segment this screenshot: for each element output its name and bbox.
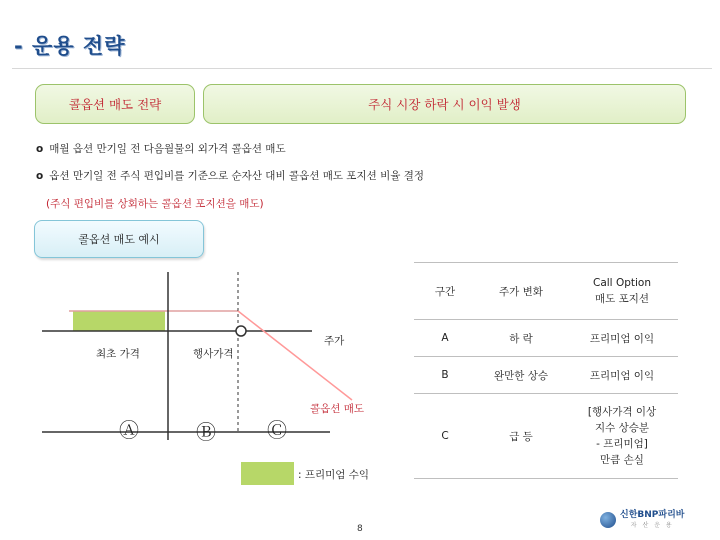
table-cell: C (414, 394, 476, 479)
option-table (414, 262, 678, 479)
logo-icon (600, 512, 616, 528)
strategy-description: 주식 시장 하락 시 이익 발생 (368, 97, 521, 112)
table-cell: 완만한 상승 (476, 357, 566, 394)
premium-area (73, 311, 165, 331)
premium-legend-label: : 프리미엄 수익 (298, 469, 370, 481)
page-number: 8 (357, 524, 363, 534)
company-logo (600, 510, 684, 529)
table-cell: 프리미엄 이익 (566, 357, 678, 394)
strategy-label: 콜옵션 매도 전략 (68, 97, 162, 112)
table-cell: A (414, 320, 476, 357)
region-c-label: Ⓒ (267, 418, 287, 442)
bullet-mark: o (36, 170, 44, 182)
page-title: - 운용 전략 (14, 34, 126, 58)
exercise-point (236, 326, 246, 336)
region-a-label: Ⓐ (119, 418, 139, 442)
logo-subtitle: 자 산 운 용 (630, 522, 674, 529)
bullet-mark: o (36, 143, 44, 155)
exercise-price-label: 행사가격 (193, 348, 234, 360)
bullet-text: 옵션 만기일 전 주식 편입비를 기준으로 순자산 대비 콜옵션 매도 포지션 비율 결정 (49, 170, 424, 182)
example-label: 콜옵션 매도 예시 (78, 233, 160, 246)
table-cell: B (414, 357, 476, 394)
note-text: (주식 편입비를 상회하는 콜옵션 포지션을 매도) (46, 198, 264, 210)
stock-price-label: 주가 (324, 335, 345, 347)
table-cell: [행사가격 이상 지수 상승분 - 프리미엄] 만큼 손실 (566, 394, 678, 479)
table-cell: 하 락 (476, 320, 566, 357)
premium-legend-swatch (241, 462, 294, 485)
region-b-label: Ⓑ (196, 420, 216, 444)
table-header-cell: Call Option 매도 포지션 (566, 263, 678, 320)
table-header-cell: 주가 변화 (476, 263, 566, 320)
payoff-line (238, 311, 352, 400)
table-cell: 급 등 (476, 394, 566, 479)
table-row (414, 357, 678, 394)
table-header-row (414, 263, 678, 320)
call-sell-label: 콜옵션 매도 (310, 403, 365, 415)
logo-name: 신한BNP파리바 (620, 510, 685, 520)
initial-price-label: 최초 가격 (96, 348, 140, 360)
table-row (414, 320, 678, 357)
table-row (414, 394, 678, 479)
table-header-cell: 구간 (414, 263, 476, 320)
table-cell: 프리미엄 이익 (566, 320, 678, 357)
bullet-text: 매월 옵션 만기일 전 다음월물의 외가격 콜옵션 매도 (49, 143, 286, 155)
